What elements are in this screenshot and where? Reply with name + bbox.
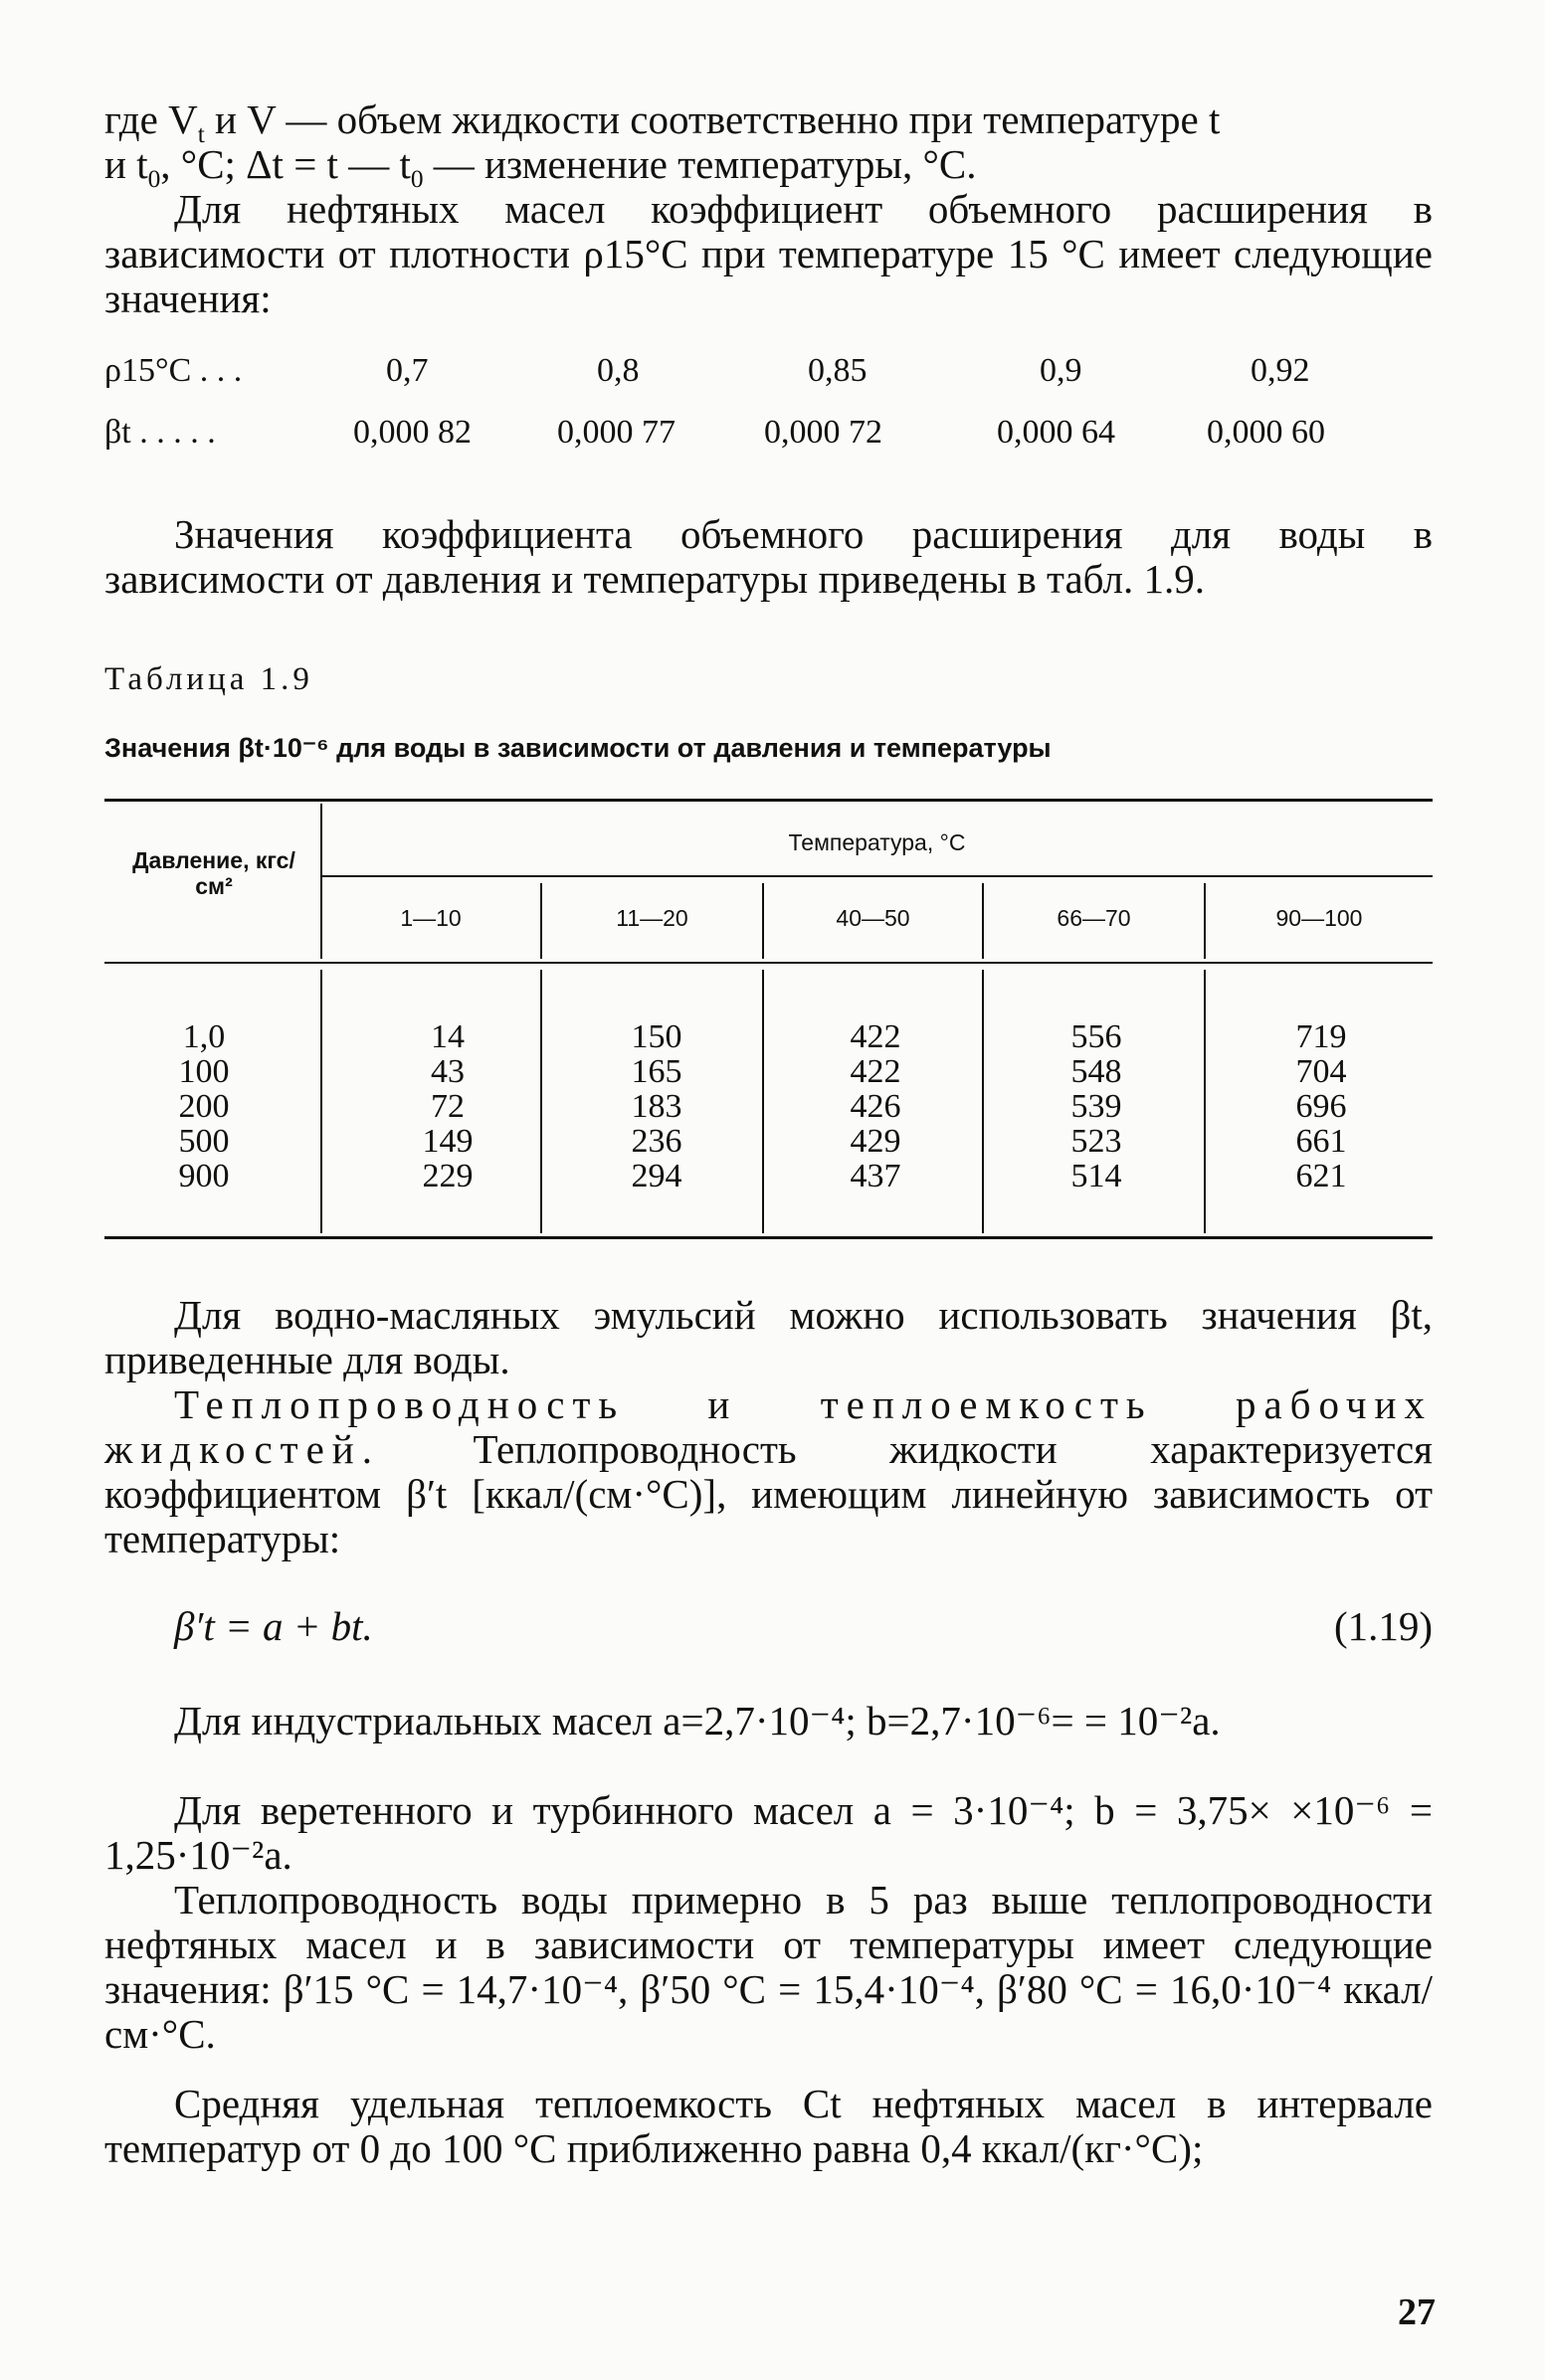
- data-column: 719 704 696 661 621: [1295, 1018, 1347, 1194]
- table-vline: [982, 970, 984, 1233]
- formula-number: (1.19): [1333, 1603, 1433, 1649]
- density-value: 0,7: [386, 352, 429, 389]
- temp-column-header: 11—20: [616, 905, 688, 931]
- beta-row: [104, 414, 1438, 458]
- beta-value: 0,000 82: [353, 414, 472, 451]
- paragraph-emulsions: Для водно-масляных эмульсий можно использовать значения βt, приведенные для воды.: [104, 1292, 1433, 1382]
- formula: β′t = a + bt.: [174, 1603, 373, 1649]
- beta-row-label: βt . . . . .: [104, 414, 216, 451]
- density-row-label: ρ15°С . . .: [104, 352, 243, 389]
- temperature-header: Температура, °С: [788, 829, 966, 855]
- table-title: Значения βt·10⁻⁶ для воды в зависимости от давления и температуры: [104, 733, 1052, 763]
- data-column: 422 422 426 429 437: [850, 1018, 901, 1194]
- density-value: 0,85: [808, 352, 868, 389]
- paragraph-thermal-conductivity: Теплопроводность и теплоемкость рабочих жидкостей. Теплопроводность жидкости характеризуется коэффициентом β′t [ккал/(см·°С)], имеющим линейную зависимость от температуры:: [104, 1381, 1433, 1561]
- paragraph-oil-expansion: Для нефтяных масел коэффициент объемного расширения в зависимости от плотности ρ15°С при температуре 15 °С имеет следующие значения:: [104, 186, 1433, 321]
- paragraph-water-conductivity: Теплопроводность воды примерно в 5 раз выше теплопроводности нефтяных масел и в зависимости от температуры имеет следующие значения: β′15 °С = 14,7·10⁻⁴, β′50 °С = 15,4·10⁻⁴, β′80 °С = 16,0·10⁻⁴ ккал/см·°С.: [104, 1877, 1433, 2057]
- table-caption: Таблица 1.9: [104, 661, 313, 697]
- paragraph-industrial-oils: Для индустриальных масел a=2,7·10⁻⁴; b=2,7·10⁻⁶= = 10⁻²a.: [174, 1698, 1221, 1743]
- section-run-in-title: Теплопроводность и теплоемкость рабочих жидкостей.: [104, 1381, 1433, 1472]
- table-vline: [1204, 970, 1206, 1233]
- density-value: 0,92: [1251, 352, 1310, 389]
- table-top-rule: [104, 799, 1433, 802]
- temp-column-header: 90—100: [1275, 905, 1363, 931]
- density-value: 0,8: [597, 352, 640, 389]
- table-vline: [762, 970, 764, 1233]
- density-value: 0,9: [1040, 352, 1082, 389]
- table-header-rule: [104, 962, 1433, 964]
- table-header-divider: [321, 875, 1433, 877]
- paragraph-definitions: где $V_t$ и V — объем жидкости соответственно при температуре t и $t_0$, °С; Δt = t — $t_0$ — изменение температуры, °С.: [104, 96, 1221, 194]
- temp-column-header: 66—70: [1057, 905, 1131, 931]
- beta-value: 0,000 77: [557, 414, 676, 451]
- temp-column-header: 40—50: [836, 905, 910, 931]
- paragraph-spindle-turbine-oils: Для веретенного и турбинного масел a = 3·10⁻⁴; b = 3,75× ×10⁻⁶ = 1,25·10⁻²a.: [104, 1787, 1433, 1878]
- paragraph-heat-capacity: Средняя удельная теплоемкость Ct нефтяных масел в интервале температур от 0 до 100 °С приближенно равна 0,4 ккал/(кг·°С);: [104, 2081, 1433, 2171]
- table-vline: [320, 804, 322, 959]
- formula-line: [174, 1604, 1433, 1649]
- pressure-header: Давление, кгс/см²: [132, 847, 295, 899]
- beta-value: 0,000 64: [997, 414, 1115, 451]
- data-column: 150 165 183 236 294: [631, 1018, 682, 1194]
- temp-column-header: 1—10: [400, 905, 462, 931]
- pressure-column: 1,0 100 200 500 900: [178, 1018, 230, 1194]
- density-row: [104, 352, 1438, 397]
- data-column: 14 43 72 149 229: [422, 1018, 474, 1194]
- beta-value: 0,000 60: [1207, 414, 1325, 451]
- table-bottom-rule: [104, 1236, 1433, 1239]
- table-vline: [320, 970, 322, 1233]
- beta-value: 0,000 72: [764, 414, 882, 451]
- paragraph-water-intro: Значения коэффициента объемного расширения для воды в зависимости от давления и температуры приведены в табл. 1.9.: [104, 511, 1433, 602]
- page-number: 27: [1398, 2291, 1436, 2333]
- data-column: 556 548 539 523 514: [1070, 1018, 1122, 1194]
